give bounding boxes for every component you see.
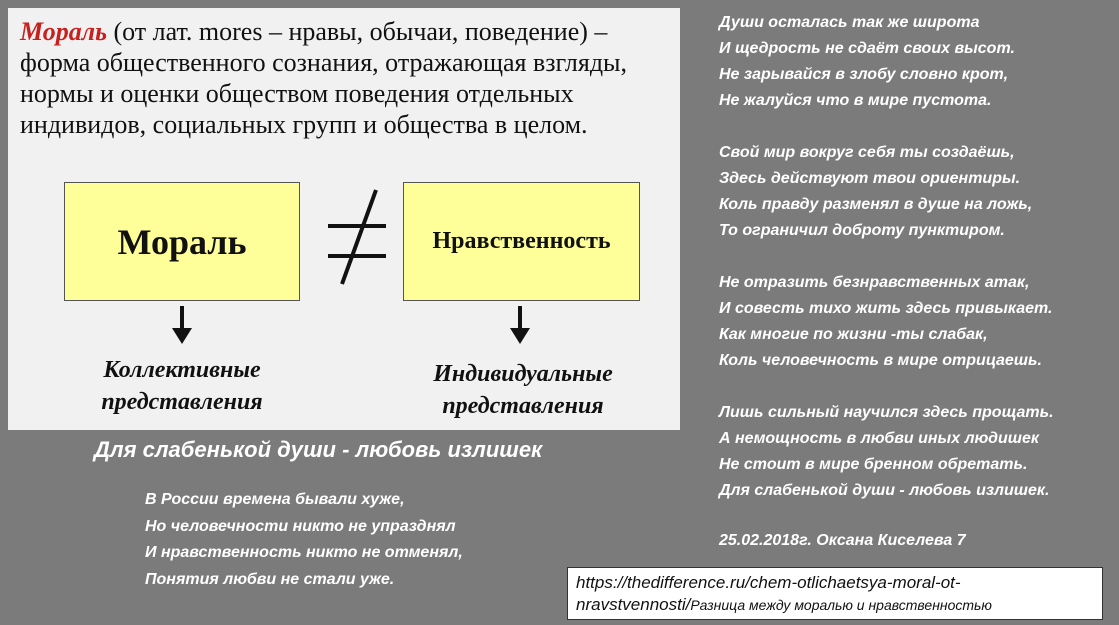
stanza (719, 140, 1115, 244)
source-link-tail[interactable]: nravstvennosti/ (576, 595, 691, 614)
definition-text (20, 16, 680, 140)
signature: 25.02.2018г. Оксана Киселева 7 (719, 532, 966, 549)
poem-line: Лишь сильный научился здесь прощать. (719, 404, 1054, 421)
poem-line: Свой мир вокруг себя ты создаёшь, (719, 144, 1015, 161)
morality-box: Мораль (64, 182, 300, 301)
down-arrow-icon (172, 306, 192, 346)
poem-line: То ограничил доброту пунктиром. (719, 222, 1005, 239)
poem-line: И нравственность никто не отменял, (145, 544, 463, 561)
poem-line: Не стоит в мире бренном обретать. (719, 456, 1028, 473)
poem-line: В России времена бывали хуже, (145, 491, 405, 508)
poem-line: И щедрость не сдаёт своих высот. (719, 40, 1015, 57)
not-equal-sign (326, 186, 388, 286)
individual-caption (392, 358, 654, 422)
caption-line: Коллективные (103, 357, 261, 383)
caption-line: представления (101, 389, 263, 415)
definition-panel (8, 8, 680, 430)
poem-line: Не зарывайся в злобу словно крот, (719, 66, 1009, 83)
poem-line: Не жалуйся что в мире пустота. (719, 92, 992, 109)
poem-line: Понятия любви не стали уже. (145, 570, 395, 588)
definition-body: (от лат. mores – нравы, обычаи, поведение) – форма общественного сознания, отражающая взгляды, нормы и оценки обществом поведения отдельных индивидов, социальных групп и общества в целом. (20, 17, 628, 139)
stanza (719, 270, 1115, 374)
stanza (719, 10, 1115, 114)
caption-line: представления (442, 393, 604, 419)
poem-line: Коль человечность в мире отрицаешь. (719, 352, 1042, 369)
caption-line: Индивидуальные (433, 361, 613, 387)
source-box (567, 567, 1103, 620)
poem-left (145, 487, 463, 593)
poem-line: Души осталась так же широта (719, 14, 980, 31)
headline: Для слабенькой души - любовь излишек (94, 437, 543, 462)
down-arrow-icon (510, 306, 530, 346)
source-link[interactable]: https://thedifference.ru/chem-otlichaetsya-moral-ot- (576, 573, 961, 592)
source-description: Разница между моралью и нравственностью (690, 597, 992, 613)
poem-line: Не отразить безнравственных атак, (719, 274, 1030, 291)
definition-term: Мораль (20, 17, 107, 46)
poem-line: Коль правду разменял в душе на ложь, (719, 196, 1033, 213)
poem-right (719, 10, 1115, 530)
ethics-box: Нравственность (403, 182, 640, 301)
poem-line: Здесь действуют твои ориентиры. (719, 170, 1021, 187)
collective-caption (52, 354, 312, 418)
stanza (719, 400, 1115, 504)
poem-line: Для слабенькой души - любовь излишек. (719, 482, 1050, 499)
poem-line: И совесть тихо жить здесь привыкает. (719, 300, 1053, 317)
poem-line: Как многие по жизни -ты слабак, (719, 326, 988, 343)
poem-line: Но человечности никто не упразднял (145, 517, 456, 535)
poem-line: А немощность в любви иных людишек (719, 430, 1040, 447)
